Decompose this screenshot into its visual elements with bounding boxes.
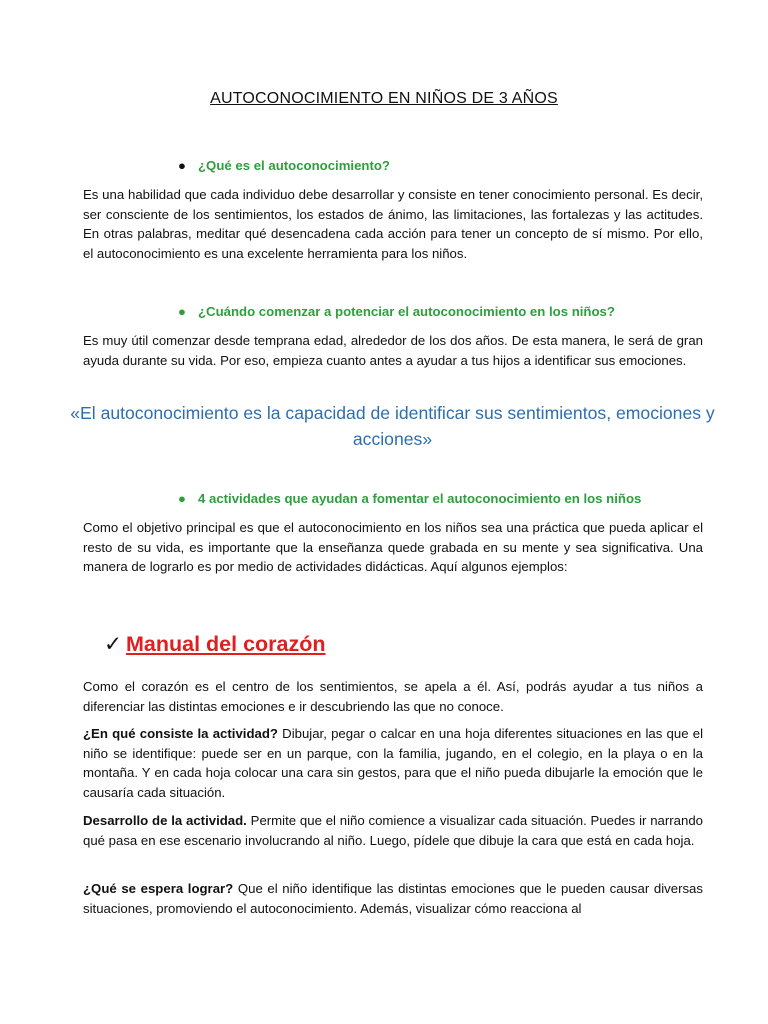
activity-paragraph-expected — [83, 879, 703, 918]
paragraph-label: Desarrollo de la actividad. — [83, 813, 247, 828]
paragraph-label: ¿En qué consiste la actividad? — [83, 726, 278, 741]
section-heading-what-is — [178, 158, 390, 173]
bullet-icon: ● — [178, 304, 186, 319]
paragraph-text: Permite que el niño comience a visualizar cada situación. Puedes ir narrando qué pasa en ese escenario involucrando al niño. Luego, pídele que dibuje la cara que está en cada hoja. — [83, 813, 703, 848]
activity-paragraph-development — [83, 811, 703, 850]
paragraph-text: Dibujar, pegar o calcar en una hoja diferentes situaciones en las que el niño se identifique: puede ser en un parque, con la familia, jugando, en el colegio, en la playa o en la montaña. Y en cada hoja colocar una cara sin gestos, para que el niño pueda dibujarle la emoción que le causaría cada situación. — [83, 726, 704, 800]
document-title: AUTOCONOCIMIENTO EN NIÑOS DE 3 AÑOS — [210, 90, 558, 107]
section-body-when-to-start: Es muy útil comenzar desde temprana edad, alrededor de los dos años. De esta manera, le será de gran ayuda durante su vida. Por eso, empieza cuanto antes a ayudar a tus hijos a identificar sus emociones. — [83, 333, 703, 368]
section-heading-text: ¿Cuándo comenzar a potenciar el autoconocimiento en los niños? — [198, 304, 615, 319]
paragraph-label: ¿Qué se espera lograr? — [83, 881, 234, 896]
section-heading-text: ¿Qué es el autoconocimiento? — [198, 158, 390, 173]
activity-paragraph-consist — [83, 724, 703, 802]
section-heading-text: 4 actividades que ayudan a fomentar el autoconocimiento en los niños — [198, 491, 642, 506]
activity-title-text: Manual del corazón — [126, 632, 326, 656]
paragraph-text: Que el niño identifique las distintas emociones que le pueden causar diversas situaciones, promoviendo el autoconocimiento. Además, visualizar cómo reacciona al — [83, 881, 703, 916]
activity-title — [104, 632, 326, 657]
activity-intro: Como el corazón es el centro de los sentimientos, se apela a él. Así, podrás ayudar a tus niños a diferenciar las distintas emociones e ir descubriendo las que no conoce. — [83, 679, 703, 714]
checkmark-icon: ✓ — [104, 632, 123, 656]
pull-quote: «El autoconocimiento es la capacidad de identificar sus sentimientos, emociones y acciones» — [70, 403, 715, 449]
section-body-what-is: Es una habilidad que cada individuo debe desarrollar y consiste en tener conocimiento personal. Es decir, ser consciente de los sentimientos, los estados de ánimo, las limitaciones, las fortalezas y las actitudes. En otras palabras, meditar qué desencadena cada acción para tener un concepto de sí mismo. Por ello, el autoconocimiento es una excelente herramienta para los niños. — [83, 187, 703, 261]
section-body-activities: Como el objetivo principal es que el autoconocimiento en los niños sea una práctica que pueda aplicar el resto de su vida, es importante que la enseñanza quede grabada en su mente y sea significativa. Una manera de lograrlo es por medio de actividades didácticas. Aquí algunos ejemplos: — [83, 520, 703, 574]
bullet-icon: ● — [178, 491, 186, 506]
bullet-icon: ● — [178, 158, 186, 173]
section-heading-when-to-start — [178, 304, 615, 319]
section-heading-activities — [178, 491, 641, 506]
